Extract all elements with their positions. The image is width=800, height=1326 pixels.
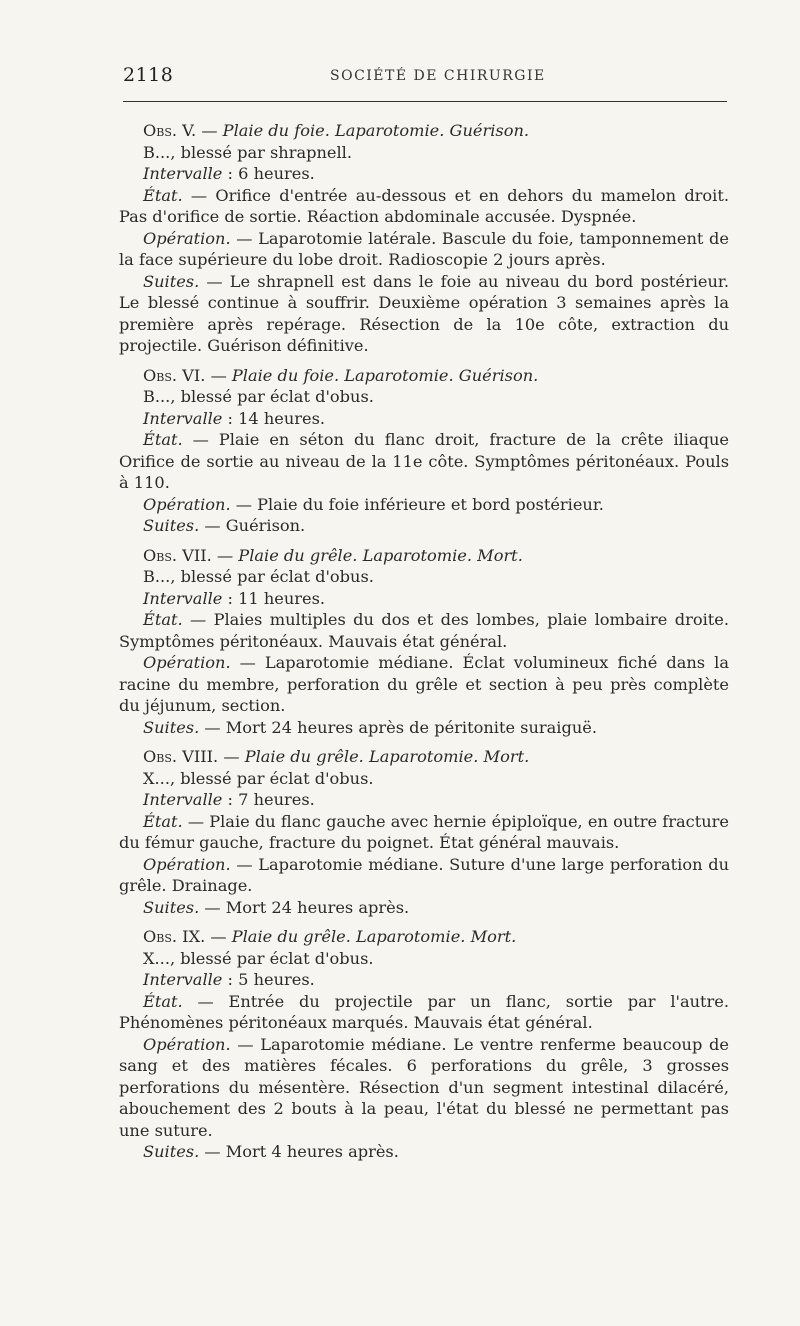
suites-label: Suites. [143,897,200,917]
etat-label: État. [143,991,183,1011]
intervalle-label: Intervalle [143,790,223,809]
intervalle-value: 14 heures. [238,408,326,428]
obs-patient: B..., blessé par éclat d'obus. [143,387,374,406]
etat-label: État. [143,185,183,205]
intervalle-label: Intervalle [143,164,223,183]
operation-label: Opération. [143,228,231,248]
intervalle-value: 5 heures. [238,970,315,989]
etat-label: État. [143,811,183,831]
obs-label: Obs. VIII. [143,747,219,766]
obs-heading: Obs. VI. — Plaie du foie. Laparotomie. Guérison. [143,365,539,385]
operation-text: Laparotomie médiane. Éclat volumineux fiché dans la racine du membre, perforation du grêle et section à peu près complète du jéjunum, section. [119,653,729,715]
etat-text: Plaie en séton du flanc droit, fracture de la crête iliaque Orifice de sortie au niveau de la 11e côte. Symptômes péritonéaux. Pouls à 110. [119,430,729,492]
intervalle-value: 11 heures. [238,588,326,608]
operation-label: Opération. [143,653,231,672]
observation [119,545,729,739]
obs-intervalle: Intervalle : 6 heures. [143,164,315,183]
observation [119,365,729,537]
intervalle-value: 7 heures. [238,790,315,809]
obs-etat: État. — Plaies multiples du dos et des lombes, plaie lombaire droite. Symptômes péritonéaux. Mauvais état général. [119,610,730,651]
page-header [123,64,727,92]
obs-operation: Opération. — Laparotomie médiane. Le ventre renferme beaucoup de sang et des matières fécales. 6 perforations du grêle, 3 grosses perforations du mésentère. Résection d'un segment intestinal dilacéré, abouchement des 2 bouts à la peau, l'état du blessé ne permettant pas une suture. [119,1034,729,1140]
obs-label: Obs. VII. [143,545,212,565]
obs-etat: État. — Plaie du flanc gauche avec hernie épiploïque, en outre fracture du fémur gauche, fracture du poignet. État général mauvais. [119,811,729,852]
operation-label: Opération. [143,1034,231,1054]
obs-label: Obs. IX. [143,927,206,946]
obs-suites: Suites. — Mort 24 heures après de péritonite suraiguë. [143,717,597,737]
obs-operation: Opération. — Plaie du foie inférieure et bord postérieur. [143,494,604,514]
observation [119,746,729,918]
operation-label: Opération. [143,494,231,514]
header-rule [123,101,727,102]
obs-suites: Suites. — Le shrapnell est dans le foie au niveau du bord postérieur. Le blessé continue à souffrir. Deuxième opération 3 semaines après la première après repérage. Résection de la 10e côte, extraction du projectile. Guérison définitive. [119,271,729,355]
etat-label: État. [143,610,183,629]
obs-patient: B..., blessé par éclat d'obus. [143,567,374,586]
obs-patient: X..., blessé par éclat d'obus. [143,948,374,968]
obs-title: Plaie du foie. Laparotomie. Guérison. [231,365,539,385]
suites-text: Guérison. [225,516,306,535]
obs-suites: Suites. — Guérison. [143,516,306,535]
suites-label: Suites. [143,516,200,535]
suites-text: Mort 24 heures après de péritonite suraiguë. [225,717,597,737]
obs-etat: État. — Orifice d'entrée au-dessous et en dehors du mamelon droit. Pas d'orifice de sortie. Réaction abdominale accusée. Dyspnée. [119,185,729,226]
suites-label: Suites. [143,1142,200,1161]
operation-text: Laparotomie latérale. Bascule du foie, tamponnement de la face supérieure du lobe droit. Radioscopie 2 jours après. [119,228,729,269]
obs-suites: Suites. — Mort 24 heures après. [143,897,410,917]
obs-title: Plaie du grêle. Laparotomie. Mort. [238,545,523,565]
page-number: 2118 [123,64,174,86]
operation-text: Plaie du foie inférieure et bord postérieur. [257,494,604,514]
operation-text: Laparotomie médiane. Le ventre renferme beaucoup de sang et des matières fécales. 6 perforations du grêle, 3 grosses perforations du mésentère. Résection d'un segment intestinal dilacéré, abouchement des 2 bouts à la peau, l'état du blessé ne permettant pas une suture. [119,1034,729,1140]
intervalle-label: Intervalle [143,408,223,428]
obs-intervalle: Intervalle : 7 heures. [143,790,315,809]
intervalle-value: 6 heures. [238,164,315,183]
running-title: SOCIÉTÉ DE CHIRURGIE [330,68,546,84]
etat-text: Orifice d'entrée au-dessous et en dehors du mamelon droit. Pas d'orifice de sortie. Réaction abdominale accusée. Dyspnée. [119,185,729,226]
suites-text: Mort 24 heures après. [225,897,410,917]
obs-heading: Obs. IX. — Plaie du grêle. Laparotomie. Mort. [143,927,517,946]
obs-heading: Obs. VII. — Plaie du grêle. Laparotomie. Mort. [143,545,523,565]
obs-operation: Opération. — Laparotomie médiane. Suture d'une large perforation du grêle. Drainage. [119,854,730,895]
etat-label: État. [143,430,183,449]
obs-patient: X..., blessé par éclat d'obus. [143,768,374,788]
etat-text: Plaie du flanc gauche avec hernie épiploïque, en outre fracture du fémur gauche, fracture du poignet. État général mauvais. [119,811,729,852]
suites-label: Suites. [143,271,200,291]
body-text [119,120,729,1163]
suites-text: Le shrapnell est dans le foie au niveau du bord postérieur. Le blessé continue à souffrir. Deuxième opération 3 semaines après la première après repérage. Résection de la 10e côte, extraction du projectile. Guérison définitive. [119,271,729,355]
obs-operation: Opération. — Laparotomie médiane. Éclat volumineux fiché dans la racine du membre, perforation du grêle et section à peu près complète du jéjunum, section. [119,653,729,715]
obs-etat: État. — Entrée du projectile par un flanc, sortie par l'autre. Phénomènes péritonéaux marqués. Mauvais état général. [119,991,729,1032]
obs-heading: Obs. VIII. — Plaie du grêle. Laparotomie. Mort. [143,747,530,766]
obs-title: Plaie du grêle. Laparotomie. Mort. [231,927,517,946]
obs-label: Obs. V. [143,121,197,140]
obs-label: Obs. VI. [143,365,206,385]
operation-text: Laparotomie médiane. Suture d'une large perforation du grêle. Drainage. [119,854,730,895]
suites-text: Mort 4 heures après. [225,1142,399,1161]
etat-text: Plaies multiples du dos et des lombes, plaie lombaire droite. Symptômes péritonéaux. Mauvais état général. [119,610,730,651]
obs-intervalle: Intervalle : 14 heures. [143,408,326,428]
observation [119,926,729,1163]
obs-patient: B..., blessé par shrapnell. [143,142,352,162]
obs-etat: État. — Plaie en séton du flanc droit, fracture de la crête iliaque Orifice de sortie au niveau de la 11e côte. Symptômes péritonéaux. Pouls à 110. [119,430,729,492]
observation [119,120,729,357]
obs-operation: Opération. — Laparotomie latérale. Bascule du foie, tamponnement de la face supérieure du lobe droit. Radioscopie 2 jours après. [119,228,729,269]
intervalle-label: Intervalle [143,970,223,989]
suites-label: Suites. [143,717,200,737]
obs-intervalle: Intervalle : 11 heures. [143,588,326,608]
obs-heading: Obs. V. — Plaie du foie. Laparotomie. Guérison. [143,121,530,140]
obs-title: Plaie du foie. Laparotomie. Guérison. [222,121,530,140]
obs-suites: Suites. — Mort 4 heures après. [143,1142,399,1161]
intervalle-label: Intervalle [143,588,223,608]
etat-text: Entrée du projectile par un flanc, sortie par l'autre. Phénomènes péritonéaux marqués. Mauvais état général. [119,991,729,1032]
operation-label: Opération. [143,854,231,874]
obs-title: Plaie du grêle. Laparotomie. Mort. [244,747,530,766]
obs-intervalle: Intervalle : 5 heures. [143,970,315,989]
